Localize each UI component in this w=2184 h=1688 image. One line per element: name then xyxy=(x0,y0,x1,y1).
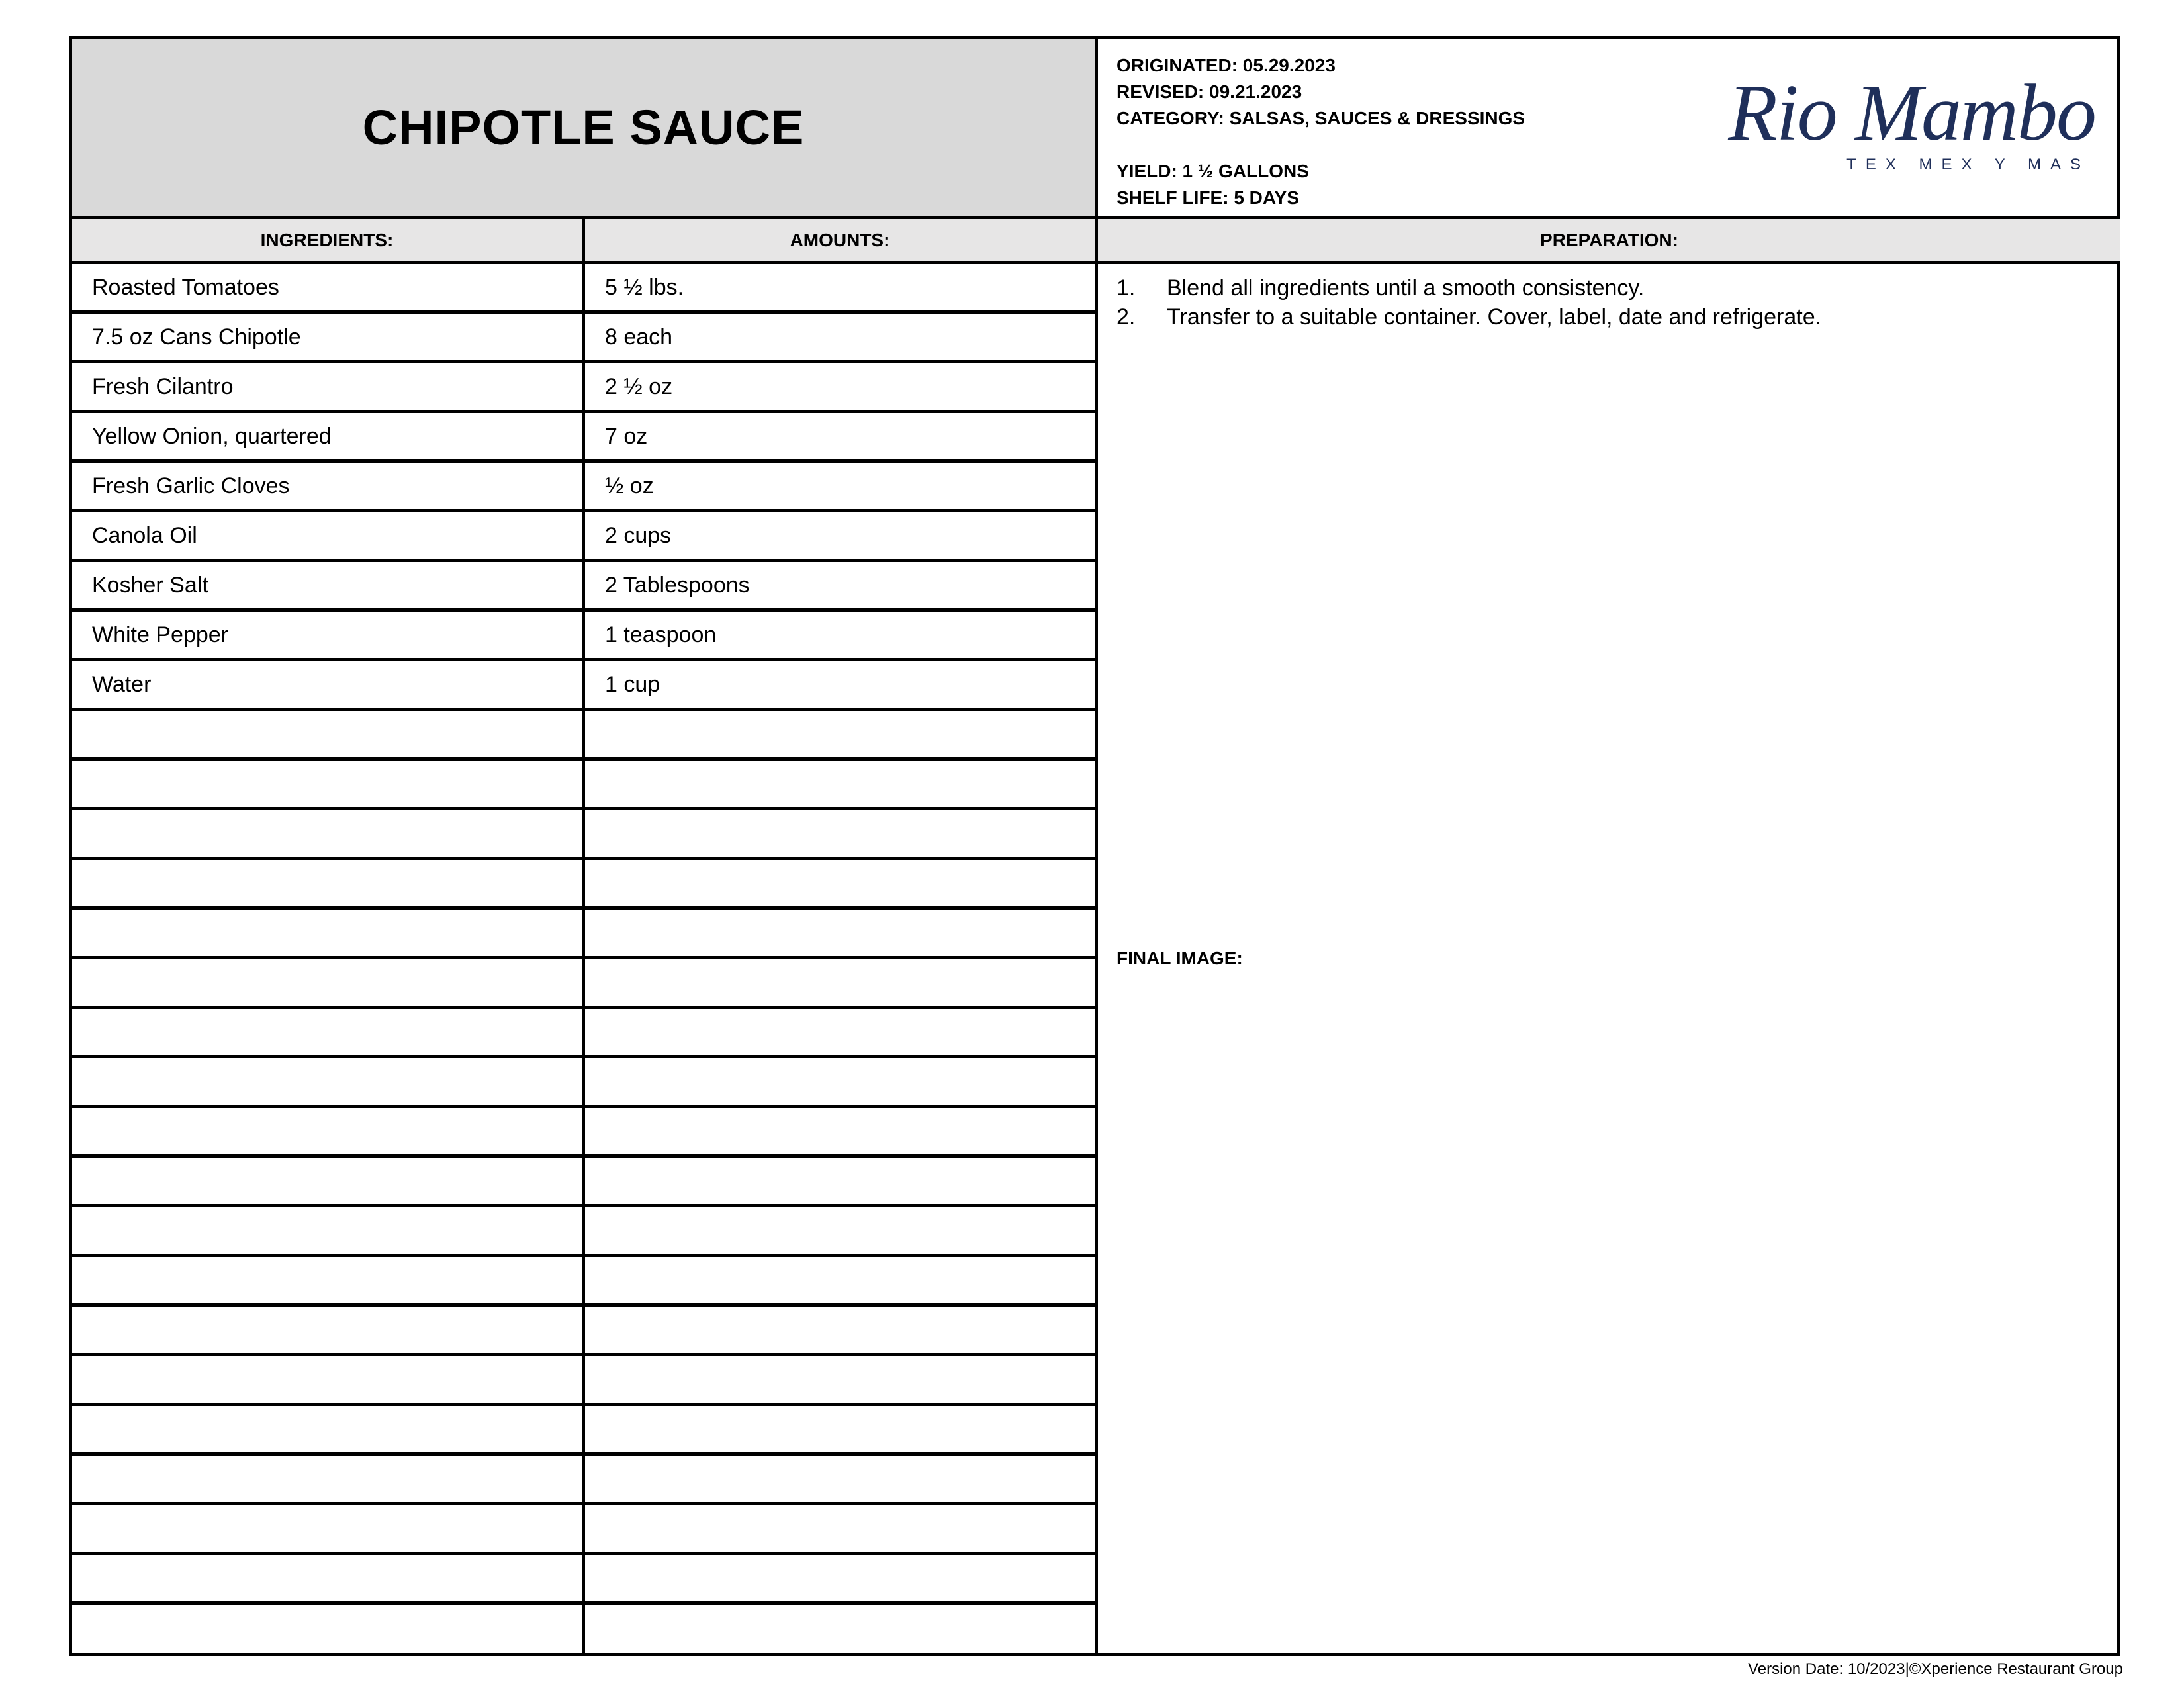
ingredient-cell xyxy=(72,1307,585,1353)
ingredient-cell xyxy=(72,1158,585,1204)
ingredient-cell xyxy=(72,761,585,807)
preparation-step xyxy=(1116,303,1821,332)
table-row xyxy=(72,1307,1098,1356)
amount-cell xyxy=(585,860,1098,906)
step-text: Transfer to a suitable container. Cover, label, date and refrigerate. xyxy=(1167,305,1822,330)
logo-wordmark: Rio Mambo xyxy=(1728,68,2095,158)
version-footer: Version Date: 10/2023|©Xperience Restaurant Group xyxy=(1748,1660,2123,1678)
table-row xyxy=(72,562,1098,612)
table-row xyxy=(72,1009,1098,1058)
ingredient-cell: White Pepper xyxy=(72,612,585,658)
table-row xyxy=(72,264,1098,314)
recipe-info xyxy=(1116,52,1525,211)
preparation-step xyxy=(1116,273,1821,303)
ingredients-header: INGREDIENTS: xyxy=(72,219,585,264)
ingredient-cell: 7.5 oz Cans Chipotle xyxy=(72,314,585,360)
ingredient-cell xyxy=(72,711,585,757)
title-cell xyxy=(72,39,1098,219)
table-row xyxy=(72,413,1098,463)
table-row xyxy=(72,711,1098,761)
ingredient-cell xyxy=(72,910,585,956)
amount-cell xyxy=(585,810,1098,857)
ingredient-cell xyxy=(72,1356,585,1403)
ingredient-cell: Roasted Tomatoes xyxy=(72,264,585,310)
table-row xyxy=(72,810,1098,860)
recipe-title: CHIPOTLE SAUCE xyxy=(362,100,805,155)
ingredient-cell xyxy=(72,860,585,906)
table-row xyxy=(72,661,1098,711)
amount-cell xyxy=(585,1257,1098,1303)
category: CATEGORY: SALSAS, SAUCES & DRESSINGS xyxy=(1116,108,1525,128)
preparation-header: PREPARATION: xyxy=(1098,219,2120,264)
amount-cell xyxy=(585,1356,1098,1403)
amount-cell xyxy=(585,1555,1098,1601)
ingredient-cell xyxy=(72,1406,585,1452)
ingredient-cell xyxy=(72,1257,585,1303)
amount-cell xyxy=(585,1158,1098,1204)
table-row xyxy=(72,1555,1098,1605)
logo-tagline: TEX MEX Y MAS xyxy=(1846,156,2090,173)
table-row xyxy=(72,612,1098,661)
ingredient-cell xyxy=(72,1009,585,1055)
table-row xyxy=(72,1158,1098,1207)
ingredient-cell xyxy=(72,1108,585,1154)
amount-cell: 7 oz xyxy=(585,413,1098,459)
ingredient-cell: Water xyxy=(72,661,585,708)
amount-cell xyxy=(585,761,1098,807)
table-row xyxy=(72,463,1098,512)
ingredient-cell xyxy=(72,1207,585,1254)
amount-cell: 2 ½ oz xyxy=(585,363,1098,410)
amount-cell xyxy=(585,1406,1098,1452)
amount-cell: 5 ½ lbs. xyxy=(585,264,1098,310)
info-cell xyxy=(1098,39,2120,219)
table-row xyxy=(72,1605,1098,1654)
ingredient-cell: Kosher Salt xyxy=(72,562,585,608)
table-row xyxy=(72,1108,1098,1158)
table-row xyxy=(72,1207,1098,1257)
step-number: 2. xyxy=(1116,305,1136,330)
ingredient-cell xyxy=(72,959,585,1006)
recipe-sheet xyxy=(69,36,2120,1656)
amount-cell xyxy=(585,1605,1098,1654)
table-row xyxy=(72,1456,1098,1505)
table-row xyxy=(72,860,1098,910)
table-row xyxy=(72,761,1098,810)
preparation-steps xyxy=(1116,273,1821,332)
table-row xyxy=(72,363,1098,413)
table-row xyxy=(72,512,1098,562)
ingredient-cell: Yellow Onion, quartered xyxy=(72,413,585,459)
table-row xyxy=(72,314,1098,363)
amount-cell xyxy=(585,1456,1098,1502)
amount-cell xyxy=(585,1009,1098,1055)
ingredient-cell xyxy=(72,1605,585,1654)
table-row xyxy=(72,1505,1098,1555)
shelf-life: SHELF LIFE: 5 DAYS xyxy=(1116,187,1299,208)
amount-cell xyxy=(585,1505,1098,1552)
ingredient-cell xyxy=(72,1505,585,1552)
amount-cell: 1 cup xyxy=(585,661,1098,708)
ingredient-cell xyxy=(72,1456,585,1502)
amount-cell xyxy=(585,1058,1098,1105)
step-number: 1. xyxy=(1116,275,1136,301)
ingredient-cell: Fresh Garlic Cloves xyxy=(72,463,585,509)
originated-date: ORIGINATED: 05.29.2023 xyxy=(1116,55,1336,75)
amount-cell: 2 Tablespoons xyxy=(585,562,1098,608)
table-row xyxy=(72,959,1098,1009)
ingredient-cell: Canola Oil xyxy=(72,512,585,559)
ingredient-cell xyxy=(72,1058,585,1105)
amount-cell xyxy=(585,1207,1098,1254)
ingredients-table xyxy=(72,264,1098,1654)
amounts-header: AMOUNTS: xyxy=(585,219,1098,264)
preparation-body xyxy=(1098,264,2120,1656)
table-row xyxy=(72,1406,1098,1456)
amount-cell: ½ oz xyxy=(585,463,1098,509)
amount-cell xyxy=(585,1108,1098,1154)
amount-cell: 1 teaspoon xyxy=(585,612,1098,658)
ingredient-cell: Fresh Cilantro xyxy=(72,363,585,410)
table-row xyxy=(72,1356,1098,1406)
amount-cell xyxy=(585,910,1098,956)
revised-date: REVISED: 09.21.2023 xyxy=(1116,81,1302,102)
final-image-label: FINAL IMAGE: xyxy=(1116,948,1243,968)
table-row xyxy=(72,1257,1098,1307)
ingredient-cell xyxy=(72,1555,585,1601)
table-row xyxy=(72,1058,1098,1108)
yield: YIELD: 1 ½ GALLONS xyxy=(1116,161,1309,181)
amount-cell xyxy=(585,959,1098,1006)
amount-cell: 8 each xyxy=(585,314,1098,360)
amount-cell xyxy=(585,1307,1098,1353)
ingredient-cell xyxy=(72,810,585,857)
step-text: Blend all ingredients until a smooth consistency. xyxy=(1167,275,1645,301)
table-row xyxy=(72,910,1098,959)
rio-mambo-logo xyxy=(1728,68,2095,179)
amount-cell: 2 cups xyxy=(585,512,1098,559)
amount-cell xyxy=(585,711,1098,757)
